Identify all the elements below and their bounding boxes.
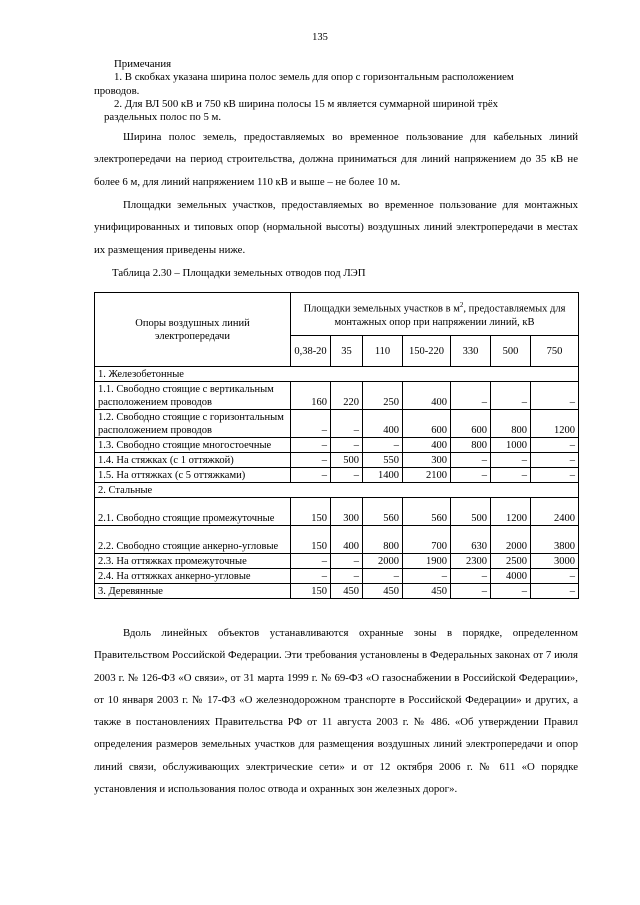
note-2-line-2: раздельных полос по 5 м.	[104, 111, 222, 124]
value-cell: –	[531, 468, 579, 483]
row-label: 2.4. На оттяжках анкерно-угловые	[95, 569, 291, 584]
value-cell: 2100	[403, 468, 451, 483]
value-cell: –	[291, 453, 331, 468]
value-cell: 150	[291, 498, 331, 526]
value-cell: –	[451, 584, 491, 599]
value-cell: 2400	[531, 498, 579, 526]
voltage-header-cell: 110	[363, 336, 403, 367]
header-site-area	[291, 293, 579, 336]
value-cell: 250	[363, 382, 403, 410]
table-row	[95, 584, 579, 599]
value-cell: 2500	[491, 554, 531, 569]
voltage-header-cell: 35	[331, 336, 363, 367]
value-cell: 700	[403, 526, 451, 554]
value-cell: 3000	[531, 554, 579, 569]
row-label: 1.4. На стяжках (с 1 оттяжкой)	[95, 453, 291, 468]
paragraph-cable-strip-width: Ширина полос земель, предоставляемых во временное пользование для кабельных линий электропередачи на период строительства, должна приниматься для линий напряжением до 35 кВ не более 6 м, для линий напряжением 110 кВ и выше – не более 10 м.	[94, 131, 578, 188]
row-label: 3. Деревянные	[95, 584, 291, 599]
row-label: 1.5. На оттяжках (с 5 оттяжками)	[95, 468, 291, 483]
note-1-line-2: проводов.	[94, 84, 140, 97]
table-row	[95, 468, 579, 483]
value-cell: 800	[491, 410, 531, 438]
value-cell: 450	[331, 584, 363, 599]
value-cell: –	[403, 569, 451, 584]
voltage-header-cell: 0,38-20	[291, 336, 331, 367]
value-cell: 630	[451, 526, 491, 554]
table-section-row	[95, 483, 579, 498]
voltage-header-cell: 150-220	[403, 336, 451, 367]
value-cell: 1200	[491, 498, 531, 526]
value-cell: 560	[363, 498, 403, 526]
header-tower-type: Опоры воздушных линий электропередачи	[95, 293, 291, 367]
value-cell: 550	[363, 453, 403, 468]
value-cell: 2300	[451, 554, 491, 569]
value-cell: 800	[363, 526, 403, 554]
value-cell: –	[491, 453, 531, 468]
notes-title: Примечания	[114, 58, 172, 70]
value-cell: 150	[291, 584, 331, 599]
value-cell: 400	[403, 382, 451, 410]
value-cell: –	[531, 453, 579, 468]
value-cell: –	[331, 554, 363, 569]
value-cell: 400	[331, 526, 363, 554]
table-caption: Таблица 2.30 – Площадки земельных отводов под ЛЭП	[112, 267, 366, 279]
table-row	[95, 453, 579, 468]
header-site-area-b: , предоставляемых для монтажных опор при напряжении линий, кВ	[334, 303, 566, 328]
value-cell: –	[531, 382, 579, 410]
table-row	[95, 382, 579, 410]
table-row	[95, 498, 579, 526]
table-row	[95, 410, 579, 438]
row-label: 2.3. На оттяжках промежуточные	[95, 554, 291, 569]
value-cell: –	[363, 438, 403, 453]
value-cell: –	[291, 410, 331, 438]
value-cell: 300	[331, 498, 363, 526]
value-cell: 600	[403, 410, 451, 438]
value-cell: 1400	[363, 468, 403, 483]
table-row	[95, 554, 579, 569]
value-cell: 1900	[403, 554, 451, 569]
row-label: 2.1. Свободно стоящие промежуточные	[95, 498, 291, 526]
row-label: 1.3. Свободно стоящие многостоечные	[95, 438, 291, 453]
value-cell: –	[331, 569, 363, 584]
value-cell: –	[331, 410, 363, 438]
paragraph-protection-zones: Вдоль линейных объектов устанавливаются охранные зоны в порядке, определенном Правительством Российской Федерации. Эти требования установлены в Федеральных законах от 7 июля 2003 г. № 126-ФЗ «О связи», от 31 марта 1999 г. № 69-ФЗ «О газоснабжении в Российской Федерации», от 10 января 2003 г. № 17-ФЗ «О железнодорожном транспорте в Российской Федерации» и других, а также в постановлениях Правительства РФ от 11 августа 2003 г. № 486. «Об утверждении Правил определения размеров земельных участков для размещения воздушных линий электропередачи и опор линий связи, обслуживающих электрические сети» и от 12 октября 2006 г. № 611 «О порядке установления и использования полос отвода и охранных зон железных дорог».	[94, 627, 578, 796]
value-cell: 2000	[363, 554, 403, 569]
table-row	[95, 569, 579, 584]
value-cell: 1000	[491, 438, 531, 453]
voltage-header-cell: 750	[531, 336, 579, 367]
value-cell: –	[331, 468, 363, 483]
row-label: 1.2. Свободно стоящие с горизонтальным расположением проводов	[95, 410, 291, 438]
value-cell: –	[291, 554, 331, 569]
value-cell: 4000	[491, 569, 531, 584]
table-row	[95, 438, 579, 453]
page-number: 135	[312, 32, 328, 43]
value-cell: –	[451, 453, 491, 468]
value-cell: –	[291, 569, 331, 584]
value-cell: –	[491, 584, 531, 599]
value-cell: –	[451, 382, 491, 410]
table-section-row	[95, 367, 579, 382]
value-cell: 3800	[531, 526, 579, 554]
value-cell: –	[331, 438, 363, 453]
table-body	[95, 367, 579, 599]
value-cell: 500	[331, 453, 363, 468]
value-cell: –	[451, 569, 491, 584]
note-1-line-1: 1. В скобках указана ширина полос земель для опор с горизонтальным расположением	[114, 71, 514, 84]
value-cell: –	[531, 584, 579, 599]
value-cell: 1200	[531, 410, 579, 438]
value-cell: 400	[403, 438, 451, 453]
value-cell: 450	[363, 584, 403, 599]
value-cell: 220	[331, 382, 363, 410]
row-label: 1. Железобетонные	[95, 367, 579, 382]
value-cell: –	[531, 438, 579, 453]
value-cell: 300	[403, 453, 451, 468]
value-cell: –	[491, 382, 531, 410]
value-cell: –	[451, 468, 491, 483]
value-cell: 560	[403, 498, 451, 526]
value-cell: 800	[451, 438, 491, 453]
land-allotment-table	[94, 292, 579, 599]
value-cell: 400	[363, 410, 403, 438]
value-cell: 450	[403, 584, 451, 599]
value-cell: 160	[291, 382, 331, 410]
header-site-area-a: Площадки земельных участков в м	[303, 303, 460, 315]
value-cell: –	[531, 569, 579, 584]
value-cell: –	[363, 569, 403, 584]
table-row	[95, 526, 579, 554]
header-site-area-sup: 2	[459, 301, 464, 310]
value-cell: 150	[291, 526, 331, 554]
row-label: 2.2. Свободно стоящие анкерно-угловые	[95, 526, 291, 554]
value-cell: –	[291, 468, 331, 483]
voltage-header-cell: 330	[451, 336, 491, 367]
value-cell: –	[491, 468, 531, 483]
paragraph-tower-sites: Площадки земельных участков, предоставляемых во временное пользование для монтажных унифицированных и типовых опор (нормальной высоты) воздушных линий электропередачи в местах их размещения приведены ниже.	[94, 199, 578, 256]
value-cell: 2000	[491, 526, 531, 554]
value-cell: 600	[451, 410, 491, 438]
note-2-line-1: 2. Для ВЛ 500 кВ и 750 кВ ширина полосы 15 м является суммарной шириной трёх	[114, 97, 499, 110]
value-cell: 500	[451, 498, 491, 526]
row-label: 2. Стальные	[95, 483, 579, 498]
notes-block	[94, 58, 578, 124]
voltage-header-cell: 500	[491, 336, 531, 367]
value-cell: –	[291, 438, 331, 453]
row-label: 1.1. Свободно стоящие с вертикальным расположением проводов	[95, 382, 291, 410]
